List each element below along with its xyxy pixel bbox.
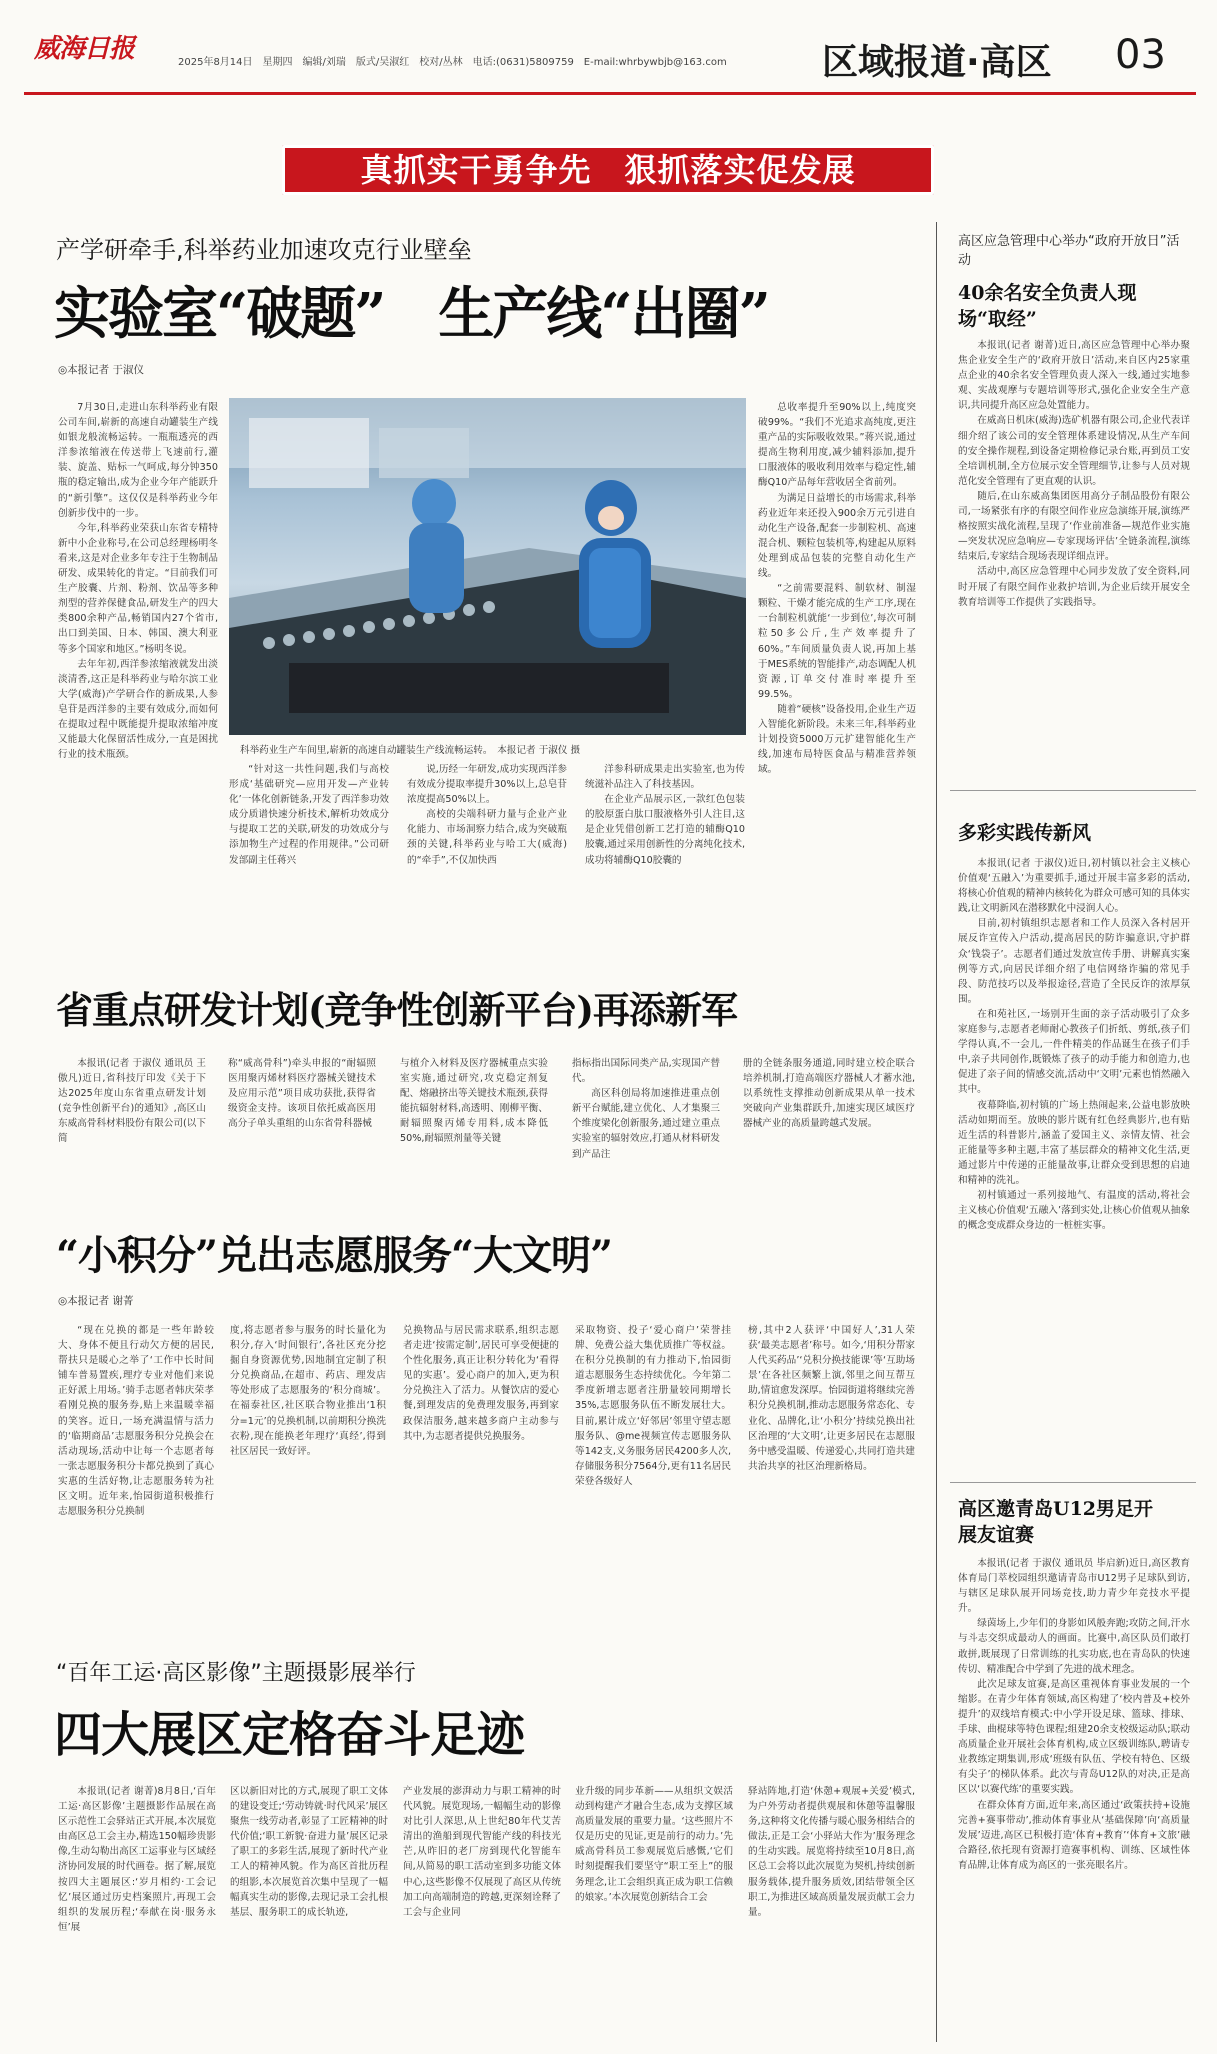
page-number: 03 <box>1115 32 1166 78</box>
research-column-2 <box>228 1056 376 1192</box>
production-line-illustration <box>229 398 746 735</box>
lead-column-5 <box>758 400 916 894</box>
volunteer-column-4 <box>575 1323 731 1629</box>
paragraph: 在和苑社区,一场别开生面的亲子活动吸引了众多家庭参与,志愿者老师耐心教孩子们折纸、剪纸,孩子们学得认真,不一会儿,一件件精美的作品诞生在孩子们手中,亲子共同创作,既锻炼了孩子的动手能力和创造力,也促进了亲子间的情感交流,活动中‘文明’元素也悄然融入其中。 <box>958 1008 1190 1096</box>
paragraph: 7月30日,走进山东科举药业有限公司车间,崭新的高速自动罐装生产线如银龙般流畅运转。一瓶瓶透亮的西洋参浓缩液在传送带上飞速前行,灌装、旋盖、贴标一气呵成,每分钟350瓶的稳定输出,成为企业今年产能跃升的“新引擎”。这仅仅是科举药业今年创新步伐中的一步。 <box>58 402 218 519</box>
volunteer-column-2 <box>230 1323 386 1629</box>
paragraph: 此次足球友谊赛,是高区重视体育事业发展的一个缩影。在青少年体育领域,高区构建了‘校内普及+校外提升’的双线培育模式:中小学开设足球、篮球、排球、手球、曲棍球等特色课程;组建20余支校级运动队;联动高质量企业开展社会体育机构,成立区级训练队,聘请专业教练定期集训,形成‘班级有队伍、学校有特色、区级有尖子’的梯队体系。此次与青岛U12队的对决,正是高区以‘以赛代练’的重要实践。 <box>958 1678 1190 1796</box>
paragraph: 随后,在山东威高集团医用高分子制品股份有限公司,一场紧张有序的有限空间作业应急演练开展,演练严格按照实战化流程,呈现了‘作业前准备—规范作业实施—突发状况应急响应—专家现场评估’全链条流程,演练结束后,专家结合现场表现详细点评。 <box>958 490 1190 563</box>
paragraph: 区以新旧对比的方式,展现了职工文体的建设变迁;‘劳动铸就·时代风采’展区聚焦一线劳动者,彰显了工匠精神的时代价值;‘职工新貌·奋进力量’展区记录了职工的多彩生活,展现了新时代产业工人的精神风貌。作为高区首批历程的组影,本次展览首次集中呈现了一幅幅真实生动的影像,去现记录工会扎根基层、服务职工的成长轨迹, <box>230 1786 388 1918</box>
lead-kicker: 产学研牵手,科举药业加速攻克行业壁垒 <box>56 236 472 264</box>
paragraph: 为满足日益增长的市场需求,科举药业近年来还投入900余万元引进自动化生产设备,配套一步制粒机、高速混合机、颗粒包装机等,构建起从原料处理到成品包装的完整自动化生产线。 <box>758 492 916 580</box>
movies-headline: 多彩实践传新风 <box>958 822 1092 844</box>
masthead <box>0 0 1217 112</box>
paragraph: 在群众体育方面,近年来,高区通过‘政策扶持+设施完善+赛事带动’,推动体育事业从‘基础保障’向‘高质量发展’迈进,高区已积极打造‘体育+教育’‘体育+文旅’融合路径,依托现有资源打造赛事机构、训练、区域性体育品牌,让体育成为高区的一张亮眼名片。 <box>958 1799 1190 1871</box>
paragraph: 兑换物品与居民需求联系,组织志愿者走进‘按需定制’,居民可享受便捷的个性化服务,真正让积分转化为‘看得见的实惠’。爱心商户的加入,更为积分兑换注入了活力。从餐饮店的爱心餐,到理发店的免费理发服务,再到家政保洁服务,越来越多商户主动参与其中,为志愿者提供兑换服务。 <box>403 1325 559 1442</box>
paragraph: 指标指出国际同类产品,实现国产替代。 <box>572 1058 720 1085</box>
paragraph: 绿茵场上,少年们的身影如风般奔跑;攻防之间,汗水与斗志交织成最动人的画面。比赛中,高区队员们敢打敢拼,既展现了日常训练的扎实功底,也在青岛队的快速传切、精准配合中学到了先进的战术理念。 <box>958 1618 1190 1675</box>
volunteer-column-3 <box>403 1323 559 1629</box>
lead-column-1 <box>58 400 218 894</box>
exhibit-column-2 <box>230 1784 388 2040</box>
research-headline: 省重点研发计划(竞争性创新平台)再添新军 <box>56 988 738 1032</box>
section-title: 区域报道·高区 <box>822 42 1052 83</box>
sidebar-rule-1 <box>950 790 1196 791</box>
paragraph: 与植介入材料及医疗器械重点实验室实施,通过研究,攻克稳定剂复配、熔融挤出等关键技术瓶颈,获得能抗辐射材料,高透明、刚柳平衡、耐辐照聚丙烯专用料,成本降低50%,耐辐照剂量等关键 <box>400 1058 548 1145</box>
production-line-photo <box>229 398 746 735</box>
sidebar-rule-2 <box>950 1482 1196 1483</box>
football-headline: 高区邀青岛U12男足开展友谊赛 <box>958 1498 1154 1546</box>
paragraph: 本报讯(记者 谢菁)近日,高区应急管理中心举办聚焦企业安全生产的‘政府开放日’活动,来自区内25家重点企业的40余名安全管理负责人深入一线,通过实地参观、实战观摩与专题培训等形式,强化企业安全生产意识,共同提升高区应急处置能力。 <box>958 340 1190 412</box>
paragraph: “之前需要混料、制软材、制湿颗粒、干燥才能完成的生产工序,现在一台制粒机就能‘一步到位’,每次可制粒50多公斤,生产效率提升了60%。”车间质量负责人说,再加上基于MES系统的智能排产,动态调配人机资源,订单交付准时率提升至99.5%。 <box>758 583 916 700</box>
volunteer-column-1 <box>58 1323 214 1629</box>
photo-caption: 科举药业生产车间里,崭新的高速自动罐装生产线流畅运转。 本报记者 于淑仪 摄 <box>240 745 581 756</box>
paragraph: “现在兑换的都是一些年龄较大、身体不便且行动欠方便的居民,帮扶只是暖心之举了‘工作中长时间铺车普易置疾,理疗专业对他们来说正好派上用场。’骑手志愿者韩庆荣孝看刚兑换的服务券,贴上来温暖幸福的笑容。近日,一场充满温情与活力的‘临期商品’志愿服务积分兑换会在活动现场,活动中让每一个志愿者每一张志愿服务积分卡都兑换到了真心实惠的生活好物,让志愿服务转为社区文明。近年来,怡园街道积极推行志愿服务积分兑换制 <box>58 1325 214 1518</box>
paragraph: 说,历经一年研发,成功实现西洋参有效成分提取率提升30%以上,总皂苷浓度提高50%以上。 <box>407 764 567 806</box>
slogan-text: 真抓实干勇争先 狠抓落实促发展 <box>360 151 856 189</box>
lead-column-4 <box>585 762 745 894</box>
paragraph: 初村镇通过一系列接地气、有温度的活动,将社会主义核心价值观‘五融入’落到实处,让核心价值观从抽象的概念变成群众身边的一桩桩实事。 <box>958 1190 1190 1232</box>
research-column-4 <box>572 1056 720 1192</box>
research-column-5 <box>743 1056 915 1192</box>
sidebar-divider <box>936 222 937 2042</box>
paragraph: 去年年初,西洋参浓缩液就发出淡淡清香,这正是科举药业与哈尔滨工业大学(威海)产学研合作的新成果,人参皂苷是西洋参的主要有效成分,而如何在提取过程中既能提升提取浓缩冲度又能最大化保留活性成分,一直是困扰行业的技术瓶颈。 <box>58 658 218 761</box>
paragraph: 本报讯(记者 谢菁)8月8日,‘百年工运·高区影像’主题摄影作品展在高区示范性工会驿站正式开展,本次展览由高区总工会主办,精选150幅珍贵影像,生动勾勒出高区工运事业与区域经济协同发展的时代画卷。据了解,展览按四大主题展区:‘岁月相约·工会记忆’展区通过历史档案照片,再现工会组织的发展历程;‘奉献在岗·服务永恒’展 <box>58 1786 216 1933</box>
emergency-headline: 40余名安全负责人现场“取经” <box>958 282 1137 330</box>
exhibit-kicker: “百年工运·高区影像”主题摄影展举行 <box>56 1661 416 1686</box>
exhibit-column-4 <box>575 1784 733 2040</box>
paragraph: 榜,其中2人获评‘中国好人’,31人荣获‘最美志愿者’称号。如今,‘用积分帮家人代买药品’‘兑积分换技能课’等‘互助场景’在各社区频繁上演,邻里之间互帮互助,情谊愈发深厚。怡园街道将继续完善积分兑换机制,推动志愿服务常态化、专业化、品牌化,让‘小积分’持续兑换出社区治理的‘大文明’,让更多居民在志愿服务中感受温暖、传递爱心,共同打造共建共治共享的社区治理新格局。 <box>748 1325 915 1472</box>
lead-headline: 实验室“破题” 生产线“出圈” <box>54 281 769 347</box>
paragraph: 洋参科研成果走出实验室,也为传统滋补品注入了科技基因。 <box>585 764 745 791</box>
exhibit-column-1 <box>58 1784 216 2040</box>
paragraph: 产业发展的澎湃动力与职工精神的时代风貌。展览现场,一幅幅生动的影像对比引人深思,从上世纪80年代艾苦清出的渔船到现代智能产线的科技光芒,从昨旧的老厂房到现代化智能车间,从简易的职工活动室到多功能文体中心,这些影像不仅展现了高区从传统加工向高端制造的跨越,更深刻诠释了工会与企业同 <box>403 1786 561 1918</box>
paragraph: 本报讯(记者 于淑仪 通讯员 王傲凡)近日,省科技厅印发《关于下达2025年度山东省重点研发计划(竞争性创新平台)的通知》,高区山东威高骨科材料股份有限公司(以下简 <box>58 1058 206 1145</box>
lead-column-2 <box>229 762 389 894</box>
volunteer-byline: ◎本报记者 谢菁 <box>58 1295 134 1307</box>
paragraph: 高校的尖端科研力量与企业产业化能力、市场洞察力结合,成为突破瓶颈的关键,科举药业与哈工大(威海)的“牵手”,不仅加快西 <box>407 809 567 866</box>
emergency-body <box>958 338 1190 748</box>
paragraph: 在企业产品展示区,一款红色包装的胶原蛋白肽口服液格外引人注目,这是企业凭借创新工艺打造的辅酶Q10胶囊,通过采用创新性的分离纯化技术,成功将辅酶Q10胶囊的 <box>585 794 745 866</box>
movies-body <box>958 856 1190 1470</box>
paragraph: 今年,科举药业荣获山东省专精特新中小企业称号,在公司总经理杨明冬看来,这是对企业多年专注于生物制品研发、成果转化的肯定。“目前我们可生产胶囊、片剂、粉剂、饮品等多种剂型的营养保健食品,研发生产的四大类800余种产品,畅销国内27个省市,出口到美国、日本、韩国、澳大利亚等多个国家和地区。”杨明冬说。 <box>58 522 218 655</box>
masthead-rule <box>24 92 1196 95</box>
paragraph: 本报讯(记者 于淑仪)近日,初村镇以社会主义核心价值观‘五融入’为重要抓手,通过开展丰富多彩的活动,将核心价值观的精神内核转化为群众可感可知的具体实践,让文明新风在潜移默化中浸润人心。 <box>958 858 1190 915</box>
paragraph: 随着“硬核”设备投用,企业生产迈入智能化新阶段。未来三年,科举药业计划投资5000万元扩建智能化生产线,加速布局特医食品与精准营养领域。 <box>758 703 916 776</box>
paragraph: 称“威高骨科”)牵头申报的“耐辐照医用聚丙烯材料医疗器械关键技术及应用示范”项目成功获批,获得省级资金支持。该项目依托威高医用高分子单头重组的山东省骨科器械 <box>228 1058 376 1130</box>
football-body <box>958 1556 1190 2040</box>
exhibit-column-5 <box>748 1784 915 2040</box>
paragraph: 册的全链条服务通道,同时建立校企联合培养机制,打造高端医疗器械人才蓄水池,以系统性支撑推动创新成果从单一技术突破向产业集群跃升,加速实现区域医疗器械产业的高质量跨越式发展。 <box>743 1058 915 1130</box>
paragraph: 采取物资、投子‘爱心商户’荣誉挂牌、免费公益大集优质推广等权益。在积分兑换制的有力推动下,怡园街道志愿服务生态持续优化。今年第二季度新增志愿者注册量较同期增长35%,志愿服务队伍不断发展壮大。目前,累计成立‘好邻居’邻里守望志愿服务队、@me视频宣传志愿服务队等142支,义务服务居民4200多人次,存储服务积分7564分,更有11名居民荣登各级好人 <box>575 1325 731 1487</box>
research-column-1 <box>58 1056 206 1192</box>
paragraph: 高区科创局将加速推进重点创新平台赋能,建立优化、人才集聚三个维度梁化创新服务,通过建立重点实验室的辐射效应,打通从材料研发到产品注 <box>572 1088 720 1160</box>
newspaper-logo: 威海日报 <box>34 34 135 64</box>
lead-byline: ◎本报记者 于淑仪 <box>58 364 144 376</box>
paragraph: 活动中,高区应急管理中心同步发放了安全资料,同时开展了有限空间作业救护培训,为企业后续开展安全教育培训等工作提供了实践指导。 <box>958 566 1190 608</box>
paragraph: 目前,初村镇组织志愿者和工作人员深入各村居开展反诈宣传入户活动,提高居民的防诈骗意识,守护群众‘钱袋子’。志愿者们通过发放宣传手册、讲解真实案例等方式,向居民详细介绍了电信网络诈骗的常见手段、防范技巧以及举报途径,营造了全民反诈的浓厚氛围。 <box>958 918 1190 1005</box>
paragraph: “针对这一共性问题,我们与高校形成‘基础研究—应用开发—产业转化’一体化创新链条,开发了西洋参功效成分质谱快速分析技术,解析功效成分与提取工艺的关联,研发的功效成分与添加物生产过程的作用规律。”公司研发部副主任蒋兴 <box>229 764 389 866</box>
paragraph: 夜幕降临,初村镇的广场上热闹起来,公益电影放映活动如期而至。放映的影片既有红色经典影片,也有贴近生活的科普影片,涵盖了爱国主义、亲情友情、社会正能量等多种主题,丰富了基层群众的精神文化生活,更通过影片中传递的正能量故事,让群众受到思想的启迪和精神的洗礼。 <box>958 1099 1190 1186</box>
paragraph: 在威高日机床(威海)选矿机器有限公司,企业代表详细介绍了该公司的安全管理体系建设情况,从生产车间的安全操作规程,到设备定期检修记录台账,再到员工安全培训机制,全方位展示安全管理细节,让参与人员对规范化安全管理有了更直观的认识。 <box>958 415 1190 487</box>
paragraph: 业升级的同步革新——从组织文娱活动到构建产才融合生态,成为支撑区域高质量发展的重要力量。‘这些照片不仅是历史的见证,更是前行的动力。’先威高骨科员工参观展览后感慨,‘它们时刻提醒我们要坚守“职工至上”的服务理念,让工会组织真正成为职工信赖的娘家。’本次展览创新结合工会 <box>575 1786 733 1903</box>
paragraph: 驿站阵地,打造‘休憩+观展+关爱’模式,为户外劳动者提供观展和休憩等温馨服务,这种将文化传播与暖心服务相结合的做法,正是工会‘小驿站大作为’服务理念的生动实践。展览将持续至10月8日,高区总工会将以此次展览为契机,持续创新服务载体,提升服务质效,团结带领全区职工,为推进区域高质量发展贡献工会力量。 <box>748 1786 915 1918</box>
volunteer-headline: “小积分”兑出志愿服务“大文明” <box>56 1232 613 1279</box>
research-column-3 <box>400 1056 548 1192</box>
lead-column-3 <box>407 762 567 894</box>
exhibit-headline: 四大展区定格奋斗足迹 <box>54 1707 525 1763</box>
issue-meta: 2025年8月14日 星期四 编辑/刘瑞 版式/吴淑红 校对/丛林 电话:(0631)5809759 E-mail:whrbywbjb@163.com <box>178 57 727 68</box>
paragraph: 本报讯(记者 于淑仪 通讯员 毕启新)近日,高区教育体育局门萃校园组织邀请青岛市U12男子足球队到访,与辖区足球队展开同场竞技,助力青少年竞技水平提升。 <box>958 1558 1190 1615</box>
slogan-banner <box>282 145 934 195</box>
paragraph: 度,将志愿者参与服务的时长量化为积分,存入‘时间银行’,各社区充分挖掘自身资源优势,因地制宜定制了积分兑换商品,在超市、药店、理发店等处形成了志愿服务的‘积分商城’。在福泰社区,社区联合物业推出‘1积分=1元’的兑换机制,以前期积分换洗衣粉,现在能换老年理疗‘真经’,得到社区居民一致好评。 <box>230 1325 386 1457</box>
paragraph: 总收率提升至90%以上,纯度突破99%。“我们不光追求高纯度,更注重产品的实际吸收效果。”蒋兴说,通过提高生物利用度,减少辅料添加,提升口服液体的吸收利用效率与稳定性,辅酶Q10产品每年营收居全省前列。 <box>758 402 916 489</box>
volunteer-column-5 <box>748 1323 915 1629</box>
exhibit-column-3 <box>403 1784 561 2040</box>
emergency-kicker: 高区应急管理中心举办“政府开放日”活动 <box>958 234 1180 268</box>
